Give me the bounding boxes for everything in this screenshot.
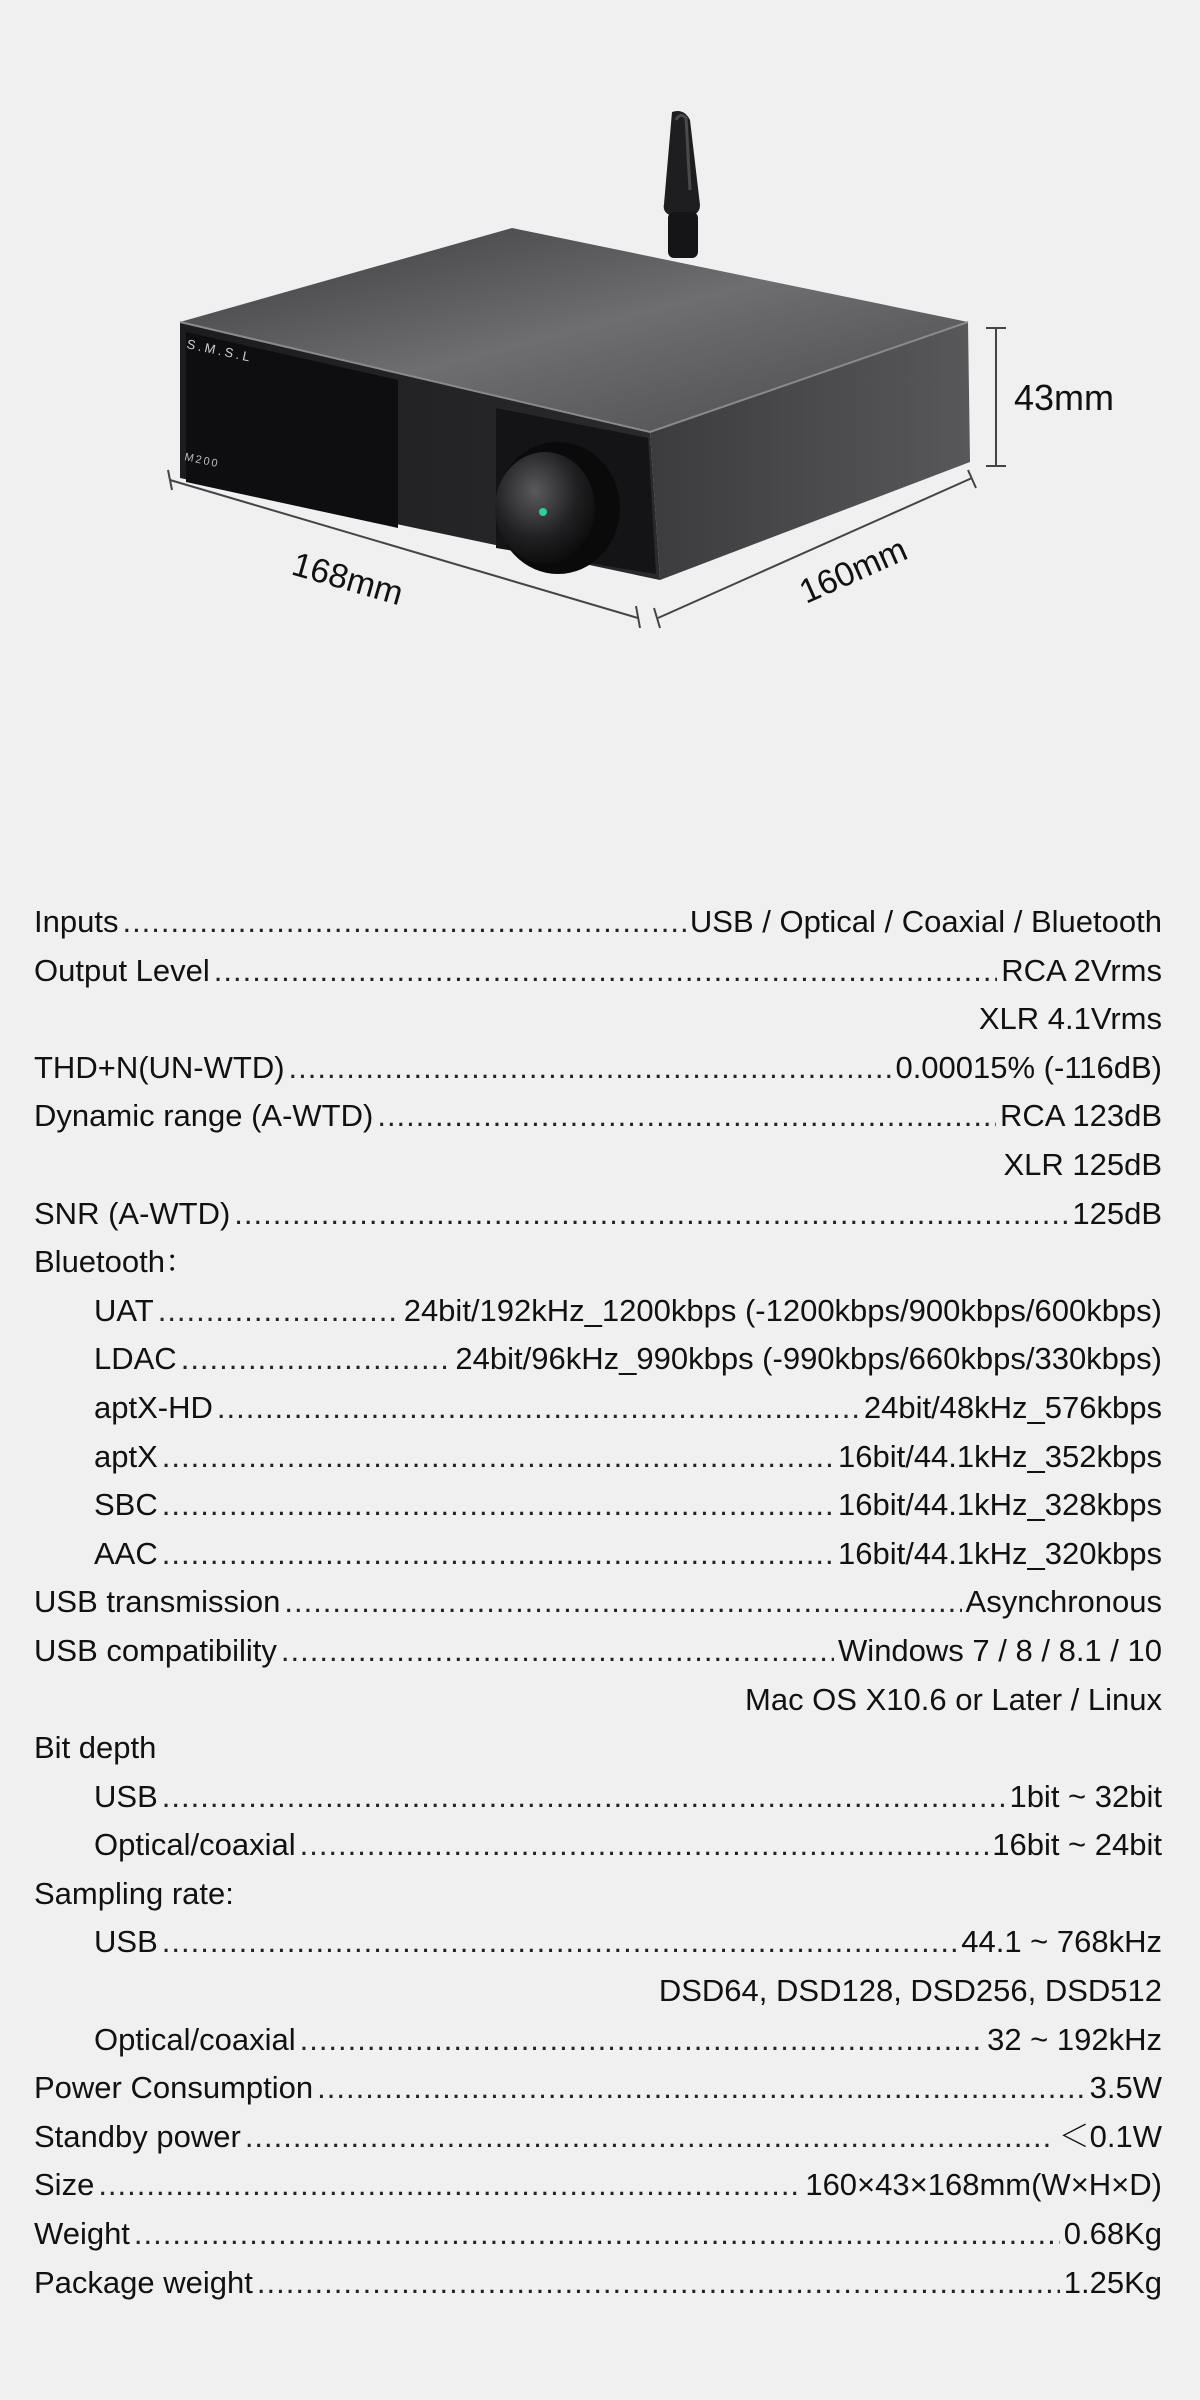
spec-value: 0.68Kg: [1063, 2216, 1162, 2252]
spec-label: THD+N(UN-WTD): [34, 1049, 285, 1085]
spec-subrow: [34, 1384, 1162, 1433]
spec-label: USB: [94, 1924, 158, 1960]
spec-label: Package weight: [34, 2264, 253, 2300]
depth-dimension-label: 160mm: [793, 530, 913, 612]
height-dimension-label: 43mm: [1014, 377, 1115, 418]
spec-subrow: [34, 1530, 1162, 1579]
spec-label: Weight: [34, 2216, 130, 2252]
dot-leader: [162, 1773, 1006, 1822]
dot-leader: [234, 1190, 1068, 1239]
spec-row: [34, 2113, 1162, 2162]
dot-leader: [162, 1918, 957, 1967]
spec-group-heading: [34, 1724, 1162, 1773]
spec-label: UAT: [94, 1292, 154, 1328]
dot-leader: [162, 1433, 834, 1482]
spec-label: Dynamic range (A-WTD): [34, 1098, 374, 1134]
brand-logo: S.M.S.L: [185, 336, 255, 365]
spec-value: 3.5W: [1089, 2070, 1162, 2106]
spec-subrow: [34, 1433, 1162, 1482]
spec-value: Asynchronous: [965, 1584, 1162, 1620]
spec-row: [34, 2259, 1162, 2308]
spec-value: 16bit/44.1kHz_352kbps: [837, 1438, 1162, 1474]
spec-row: [34, 1092, 1162, 1141]
spec-row-continuation: [34, 1676, 1162, 1725]
spec-value: 16bit ~ 24bit: [992, 1827, 1162, 1863]
spec-row: [34, 1190, 1162, 1239]
product-illustration: [0, 0, 1200, 800]
spec-row: [34, 1627, 1162, 1676]
dot-leader: [214, 947, 997, 996]
spec-value: 0.00015% (-116dB): [895, 1049, 1162, 1085]
spec-value: USB / Optical / Coaxial / Bluetooth: [689, 904, 1162, 939]
spec-subrow: [34, 1821, 1162, 1870]
spec-label: SBC: [94, 1487, 158, 1523]
spec-label: AAC: [94, 1535, 158, 1571]
spec-subrow: [34, 1773, 1162, 1822]
spec-value: ＜0.1W: [1058, 2118, 1162, 2154]
spec-row: [34, 1044, 1162, 1093]
dot-leader: [289, 1044, 892, 1093]
spec-value: Mac OS X10.6 or Later / Linux: [745, 1681, 1162, 1717]
dot-leader: [284, 1578, 961, 1627]
spec-row: [34, 947, 1162, 996]
spec-subrow: [34, 1481, 1162, 1530]
height-dimension-line: [986, 328, 1006, 466]
spec-row: [34, 1578, 1162, 1627]
dot-leader: [162, 1530, 834, 1579]
spec-heading-label: Sampling rate:: [34, 1875, 234, 1911]
spec-subrow: [34, 2016, 1162, 2065]
spec-value: 44.1 ~ 768kHz: [961, 1924, 1162, 1960]
spec-label: Optical/coaxial: [94, 1827, 296, 1863]
dot-leader: [300, 2016, 983, 2065]
spec-value: 160×43×168mm(W×H×D): [805, 2167, 1162, 2203]
spec-group-heading: [34, 1238, 1162, 1287]
spec-value: Windows 7 / 8 / 8.1 / 10: [838, 1632, 1162, 1668]
spec-value: 125dB: [1072, 1195, 1162, 1231]
spec-value: RCA 2Vrms: [1001, 952, 1162, 988]
dot-leader: [181, 1335, 452, 1384]
spec-subrow: [34, 1918, 1162, 1967]
dot-leader: [162, 1481, 834, 1530]
spec-label: LDAC: [94, 1341, 177, 1377]
spec-row: [34, 2161, 1162, 2210]
spec-label: aptX: [94, 1438, 158, 1474]
dot-leader: [122, 898, 685, 947]
spec-label: aptX-HD: [94, 1389, 213, 1425]
dot-leader: [134, 2210, 1060, 2259]
spec-value: 24bit/96kHz_990kbps (-990kbps/660kbps/330kbps): [455, 1341, 1162, 1377]
spec-subrow: [34, 1287, 1162, 1336]
dot-leader: [257, 2259, 1060, 2308]
dot-leader: [377, 1092, 996, 1141]
spec-value: 16bit/44.1kHz_320kbps: [837, 1535, 1162, 1571]
spec-label: USB compatibility: [34, 1632, 277, 1668]
width-dimension-label: 168mm: [287, 545, 408, 613]
spec-row-continuation: [34, 995, 1162, 1044]
spec-label: Inputs: [34, 904, 119, 939]
spec-row-continuation: [34, 1967, 1162, 2016]
spec-label: USB transmission: [34, 1584, 281, 1620]
spec-value: 24bit/192kHz_1200kbps (-1200kbps/900kbps/600kbps): [403, 1292, 1162, 1328]
spec-label: Standby power: [34, 2118, 241, 2154]
spec-value: 16bit/44.1kHz_328kbps: [837, 1487, 1162, 1523]
spec-row: [34, 2064, 1162, 2113]
spec-group-heading: [34, 1870, 1162, 1919]
spec-value: XLR 4.1Vrms: [978, 1001, 1162, 1037]
dot-leader: [217, 1384, 860, 1433]
device-chassis: [180, 228, 970, 580]
spec-row: [34, 2210, 1162, 2259]
dot-leader: [317, 2064, 1086, 2113]
dot-leader: [281, 1627, 834, 1676]
spec-value: 1bit ~ 32bit: [1009, 1778, 1162, 1814]
spec-label: Power Consumption: [34, 2070, 314, 2106]
spec-row: [34, 898, 1162, 947]
spec-value: DSD64, DSD128, DSD256, DSD512: [658, 1973, 1162, 2009]
dot-leader: [98, 2161, 801, 2210]
dot-leader: [300, 1821, 989, 1870]
spec-subrow: [34, 1335, 1162, 1384]
spec-value: 24bit/48kHz_576kbps: [863, 1389, 1162, 1425]
spec-list: [34, 898, 1162, 2307]
spec-label: SNR (A-WTD): [34, 1195, 231, 1231]
dot-leader: [245, 2113, 1055, 2162]
spec-label: Output Level: [34, 952, 210, 988]
spec-label: Size: [34, 2167, 95, 2203]
model-logo: M200: [183, 451, 221, 471]
spec-label: Optical/coaxial: [94, 2021, 296, 2057]
spec-value: XLR 125dB: [1003, 1146, 1162, 1182]
spec-value: RCA 123dB: [1000, 1098, 1162, 1134]
spec-value: 1.25Kg: [1063, 2264, 1162, 2300]
antenna-icon: [664, 111, 700, 258]
dot-leader: [158, 1287, 400, 1336]
spec-row-continuation: [34, 1141, 1162, 1190]
spec-label: USB: [94, 1778, 158, 1814]
spec-heading-label: Bluetooth：: [34, 1244, 196, 1280]
spec-heading-label: Bit depth: [34, 1730, 157, 1766]
product-hero: [0, 0, 1200, 800]
spec-value: 32 ~ 192kHz: [987, 2021, 1162, 2057]
